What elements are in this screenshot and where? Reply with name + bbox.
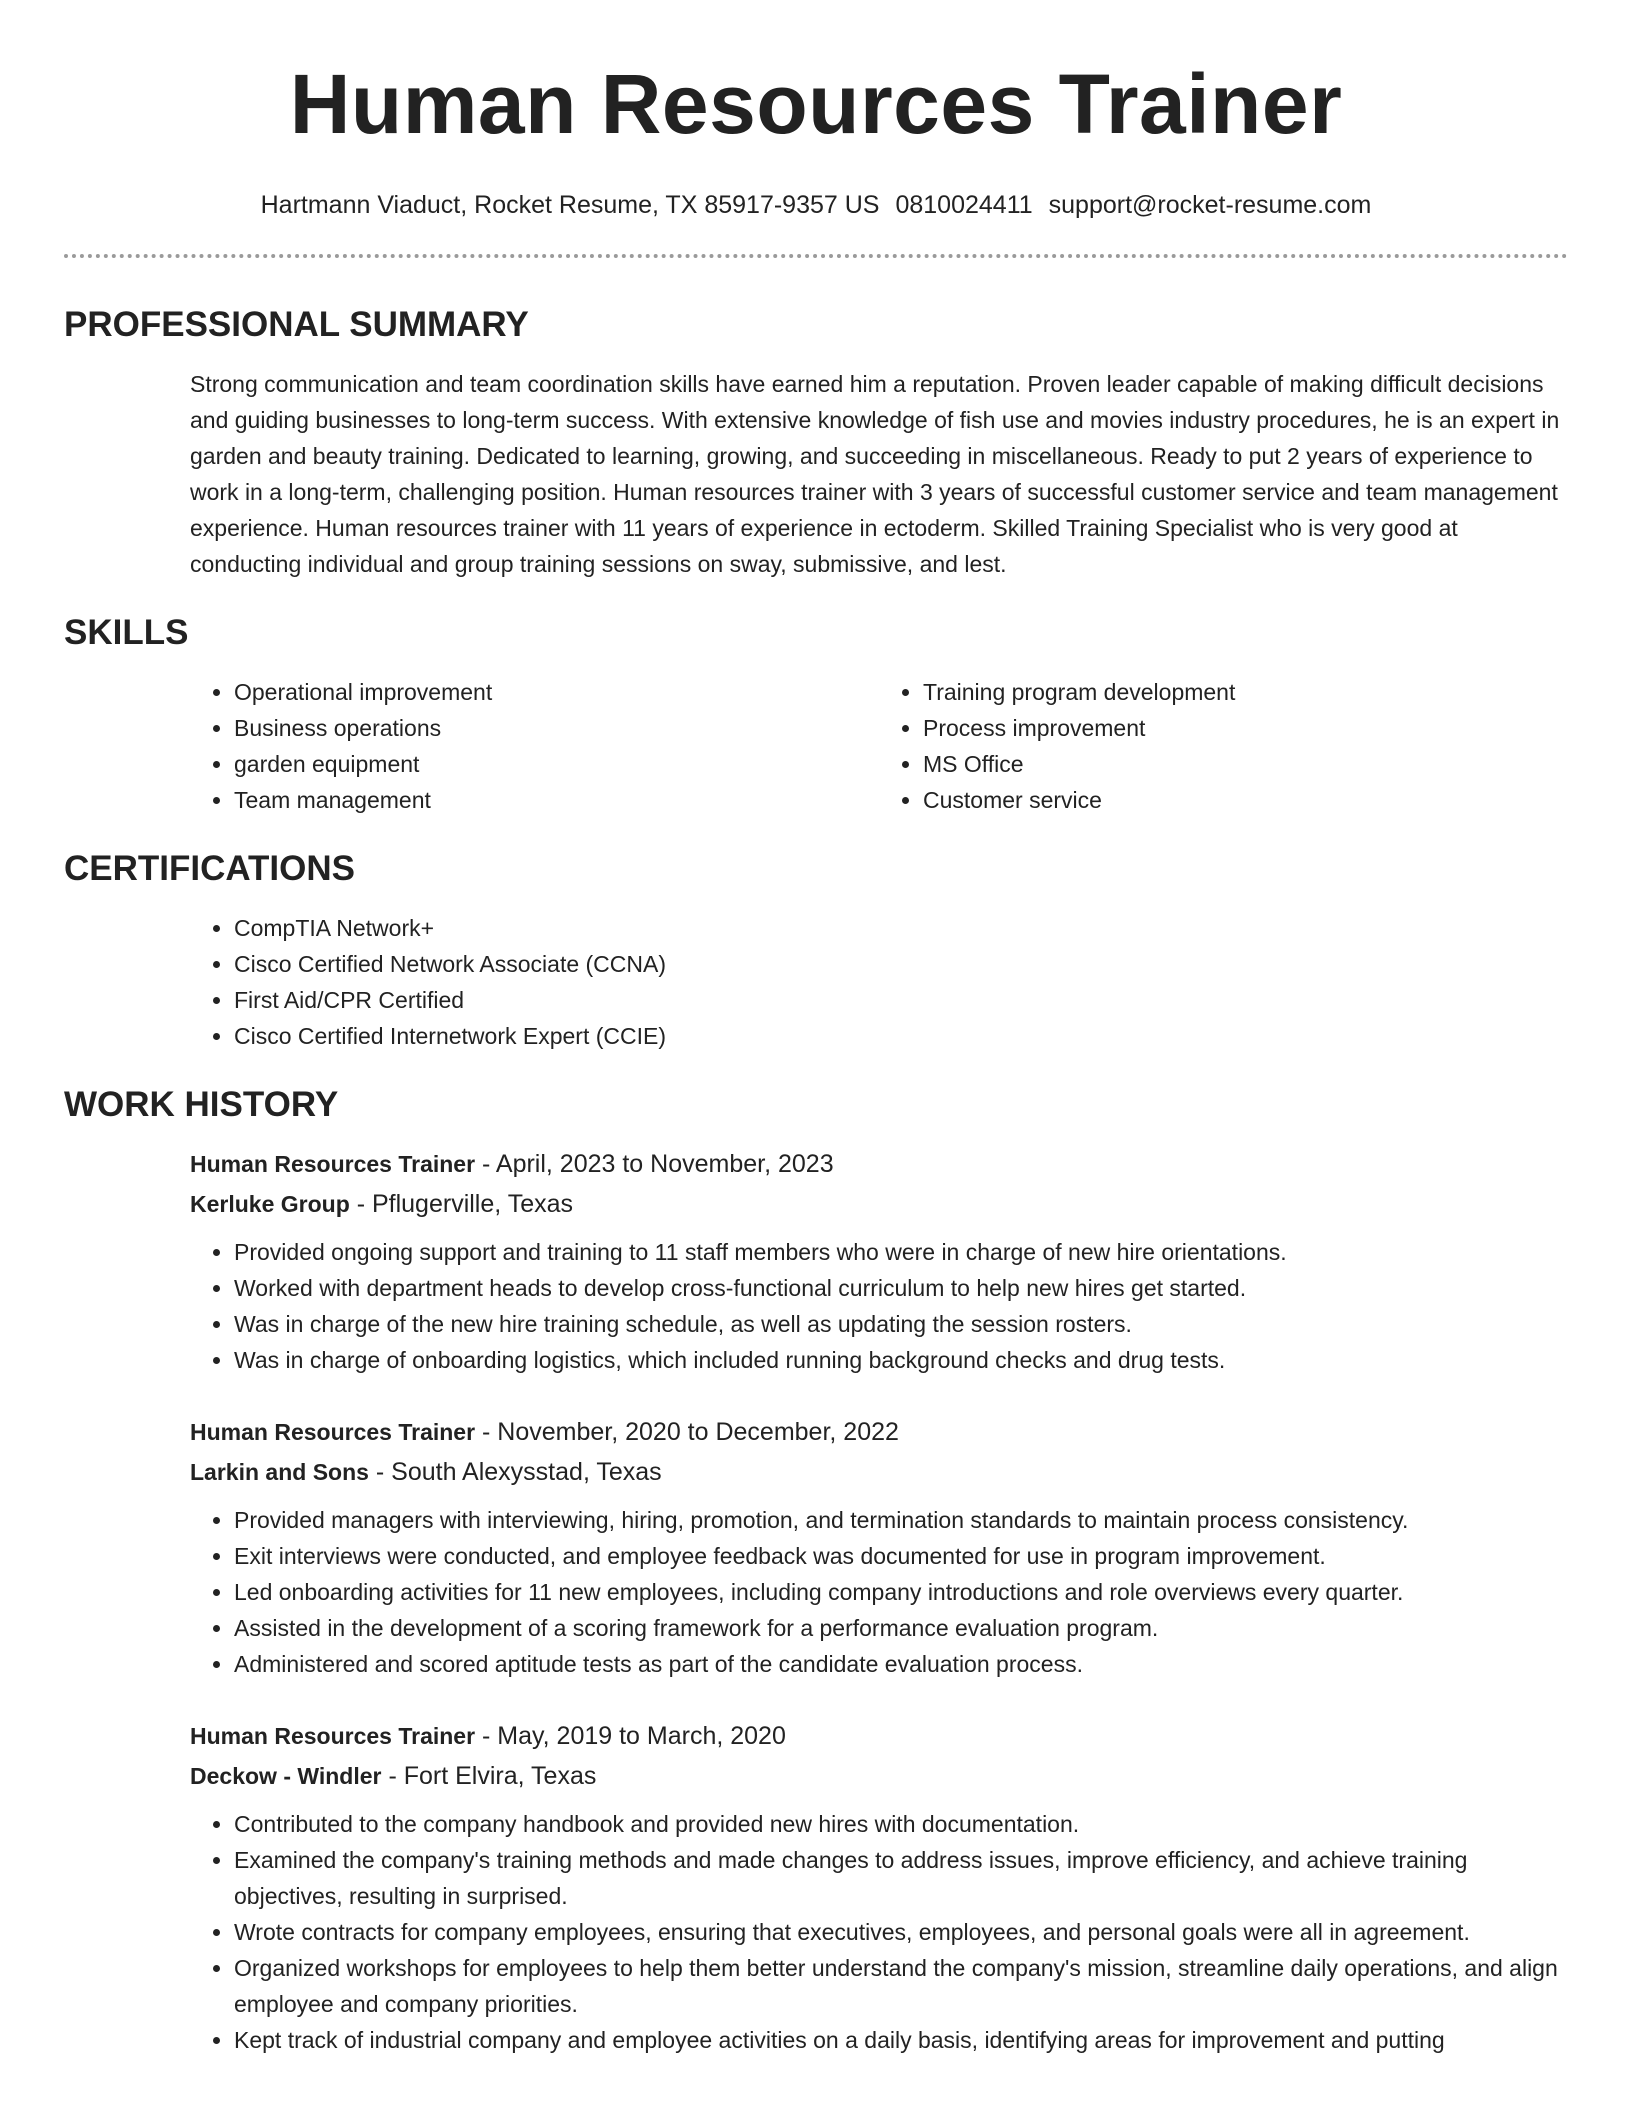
- skill-item: • Customer service: [923, 782, 1568, 818]
- job-bullets: [190, 1806, 1568, 2058]
- skills-section: [64, 612, 1568, 818]
- job-bullet: • Worked with department heads to develop cross-functional curriculum to help new hires get started.: [234, 1270, 1568, 1306]
- certification-item: • First Aid/CPR Certified: [234, 982, 1568, 1018]
- job-bullets: [190, 1502, 1568, 1682]
- job-company: Deckow - Windler: [190, 1763, 382, 1789]
- job-role: Human Resources Trainer: [190, 1151, 476, 1177]
- header-divider: [64, 254, 1568, 258]
- job-company-line: [190, 1756, 1568, 1796]
- certifications-title: CERTIFICATIONS: [64, 849, 356, 888]
- job-entry: [64, 1412, 1568, 1682]
- job-location: - Fort Elvira, Texas: [381, 1762, 597, 1790]
- certifications-section: [64, 848, 1568, 1054]
- job-role: Human Resources Trainer: [190, 1419, 476, 1445]
- certification-item: • Cisco Certified Internetwork Expert (CCIE): [234, 1018, 1568, 1054]
- skill-item: • Business operations: [234, 710, 879, 746]
- work-history-title: WORK HISTORY: [64, 1085, 339, 1124]
- skills-grid: [64, 674, 1568, 818]
- job-bullets: [190, 1234, 1568, 1378]
- contact-line: [64, 190, 1568, 220]
- address: Hartmann Viaduct, Rocket Resume, TX 85917-9357 US: [260, 191, 880, 219]
- skill-item: • garden equipment: [234, 746, 879, 782]
- job-company: Kerluke Group: [190, 1191, 350, 1217]
- skill-item: • Operational improvement: [234, 674, 879, 710]
- job-title-line: [190, 1412, 1568, 1452]
- job-location: - South Alexysstad, Texas: [368, 1458, 662, 1486]
- skill-item: • MS Office: [923, 746, 1568, 782]
- job-bullet: • Was in charge of onboarding logistics, which included running background checks and drug tests.: [234, 1342, 1568, 1378]
- skill-item: • Process improvement: [923, 710, 1568, 746]
- job-bullet: • Examined the company's training methods and made changes to address issues, improve efficiency, and achieve training objectives, resulting in surprised.: [234, 1842, 1568, 1914]
- job-bullet: • Led onboarding activities for 11 new employees, including company introductions and role overviews every quarter.: [234, 1574, 1568, 1610]
- skill-item: • Training program development: [923, 674, 1568, 710]
- job-company-line: [190, 1184, 1568, 1224]
- summary-text: Strong communication and team coordination skills have earned him a reputation. Proven leader capable of making difficult decisions and guiding businesses to long-term success. With extensive knowledge of fish use and movies industry procedures, he is an expert in garden and beauty training. Dedicated to learning, growing, and succeeding in miscellaneous. Ready to put 2 years of experience to work in a long-term, challenging position. Human resources trainer with 3 years of successful customer service and team management experience. Human resources trainer with 11 years of experience in ectoderm. Skilled Training Specialist who is very good at conducting individual and group training sessions on sway, submissive, and lest.: [190, 371, 1560, 577]
- job-bullet: • Was in charge of the new hire training schedule, as well as updating the session rosters.: [234, 1306, 1568, 1342]
- job-bullet: • Kept track of industrial company and employee activities on a daily basis, identifying areas for improvement and putting: [234, 2022, 1568, 2058]
- skill-item: • Team management: [234, 782, 879, 818]
- phone: 0810024411: [895, 191, 1033, 219]
- job-company: Larkin and Sons: [190, 1459, 369, 1485]
- job-dates: - November, 2020 to December, 2022: [475, 1418, 899, 1446]
- job-bullet: • Wrote contracts for company employees, ensuring that executives, employees, and personal goals were all in agreement.: [234, 1914, 1568, 1950]
- job-entry: [64, 1716, 1568, 2058]
- skills-title: SKILLS: [64, 613, 189, 652]
- job-bullet: • Provided managers with interviewing, hiring, promotion, and termination standards to maintain process consistency.: [234, 1502, 1568, 1538]
- job-bullet: • Exit interviews were conducted, and employee feedback was documented for use in program improvement.: [234, 1538, 1568, 1574]
- certification-item: • CompTIA Network+: [234, 910, 1568, 946]
- skills-list-right: [879, 674, 1568, 818]
- job-company-line: [190, 1452, 1568, 1492]
- job-bullet: • Organized workshops for employees to help them better understand the company's mission, streamline daily operations, and align employee and company priorities.: [234, 1950, 1568, 2022]
- job-bullet: • Administered and scored aptitude tests as part of the candidate evaluation process.: [234, 1646, 1568, 1682]
- job-dates: - May, 2019 to March, 2020: [475, 1722, 786, 1750]
- summary-section: [64, 304, 1568, 582]
- email: support@rocket-resume.com: [1048, 191, 1372, 219]
- job-bullet: • Contributed to the company handbook and provided new hires with documentation.: [234, 1806, 1568, 1842]
- job-title-line: [190, 1716, 1568, 1756]
- job-entry: [64, 1144, 1568, 1378]
- summary-title: PROFESSIONAL SUMMARY: [64, 305, 529, 344]
- candidate-name: Human Resources Trainer: [289, 57, 1343, 151]
- job-bullet: • Provided ongoing support and training to 11 staff members who were in charge of new hire orientations.: [234, 1234, 1568, 1270]
- job-location: - Pflugerville, Texas: [349, 1190, 574, 1218]
- job-dates: - April, 2023 to November, 2023: [475, 1150, 834, 1178]
- job-role: Human Resources Trainer: [190, 1723, 476, 1749]
- certifications-list: [190, 910, 1568, 1054]
- job-title-line: [190, 1144, 1568, 1184]
- job-bullet: • Assisted in the development of a scoring framework for a performance evaluation program.: [234, 1610, 1568, 1646]
- resume-header: [64, 0, 1568, 220]
- certification-item: • Cisco Certified Network Associate (CCNA): [234, 946, 1568, 982]
- skills-list-left: [190, 674, 879, 818]
- work-history-section: [64, 1084, 1568, 2058]
